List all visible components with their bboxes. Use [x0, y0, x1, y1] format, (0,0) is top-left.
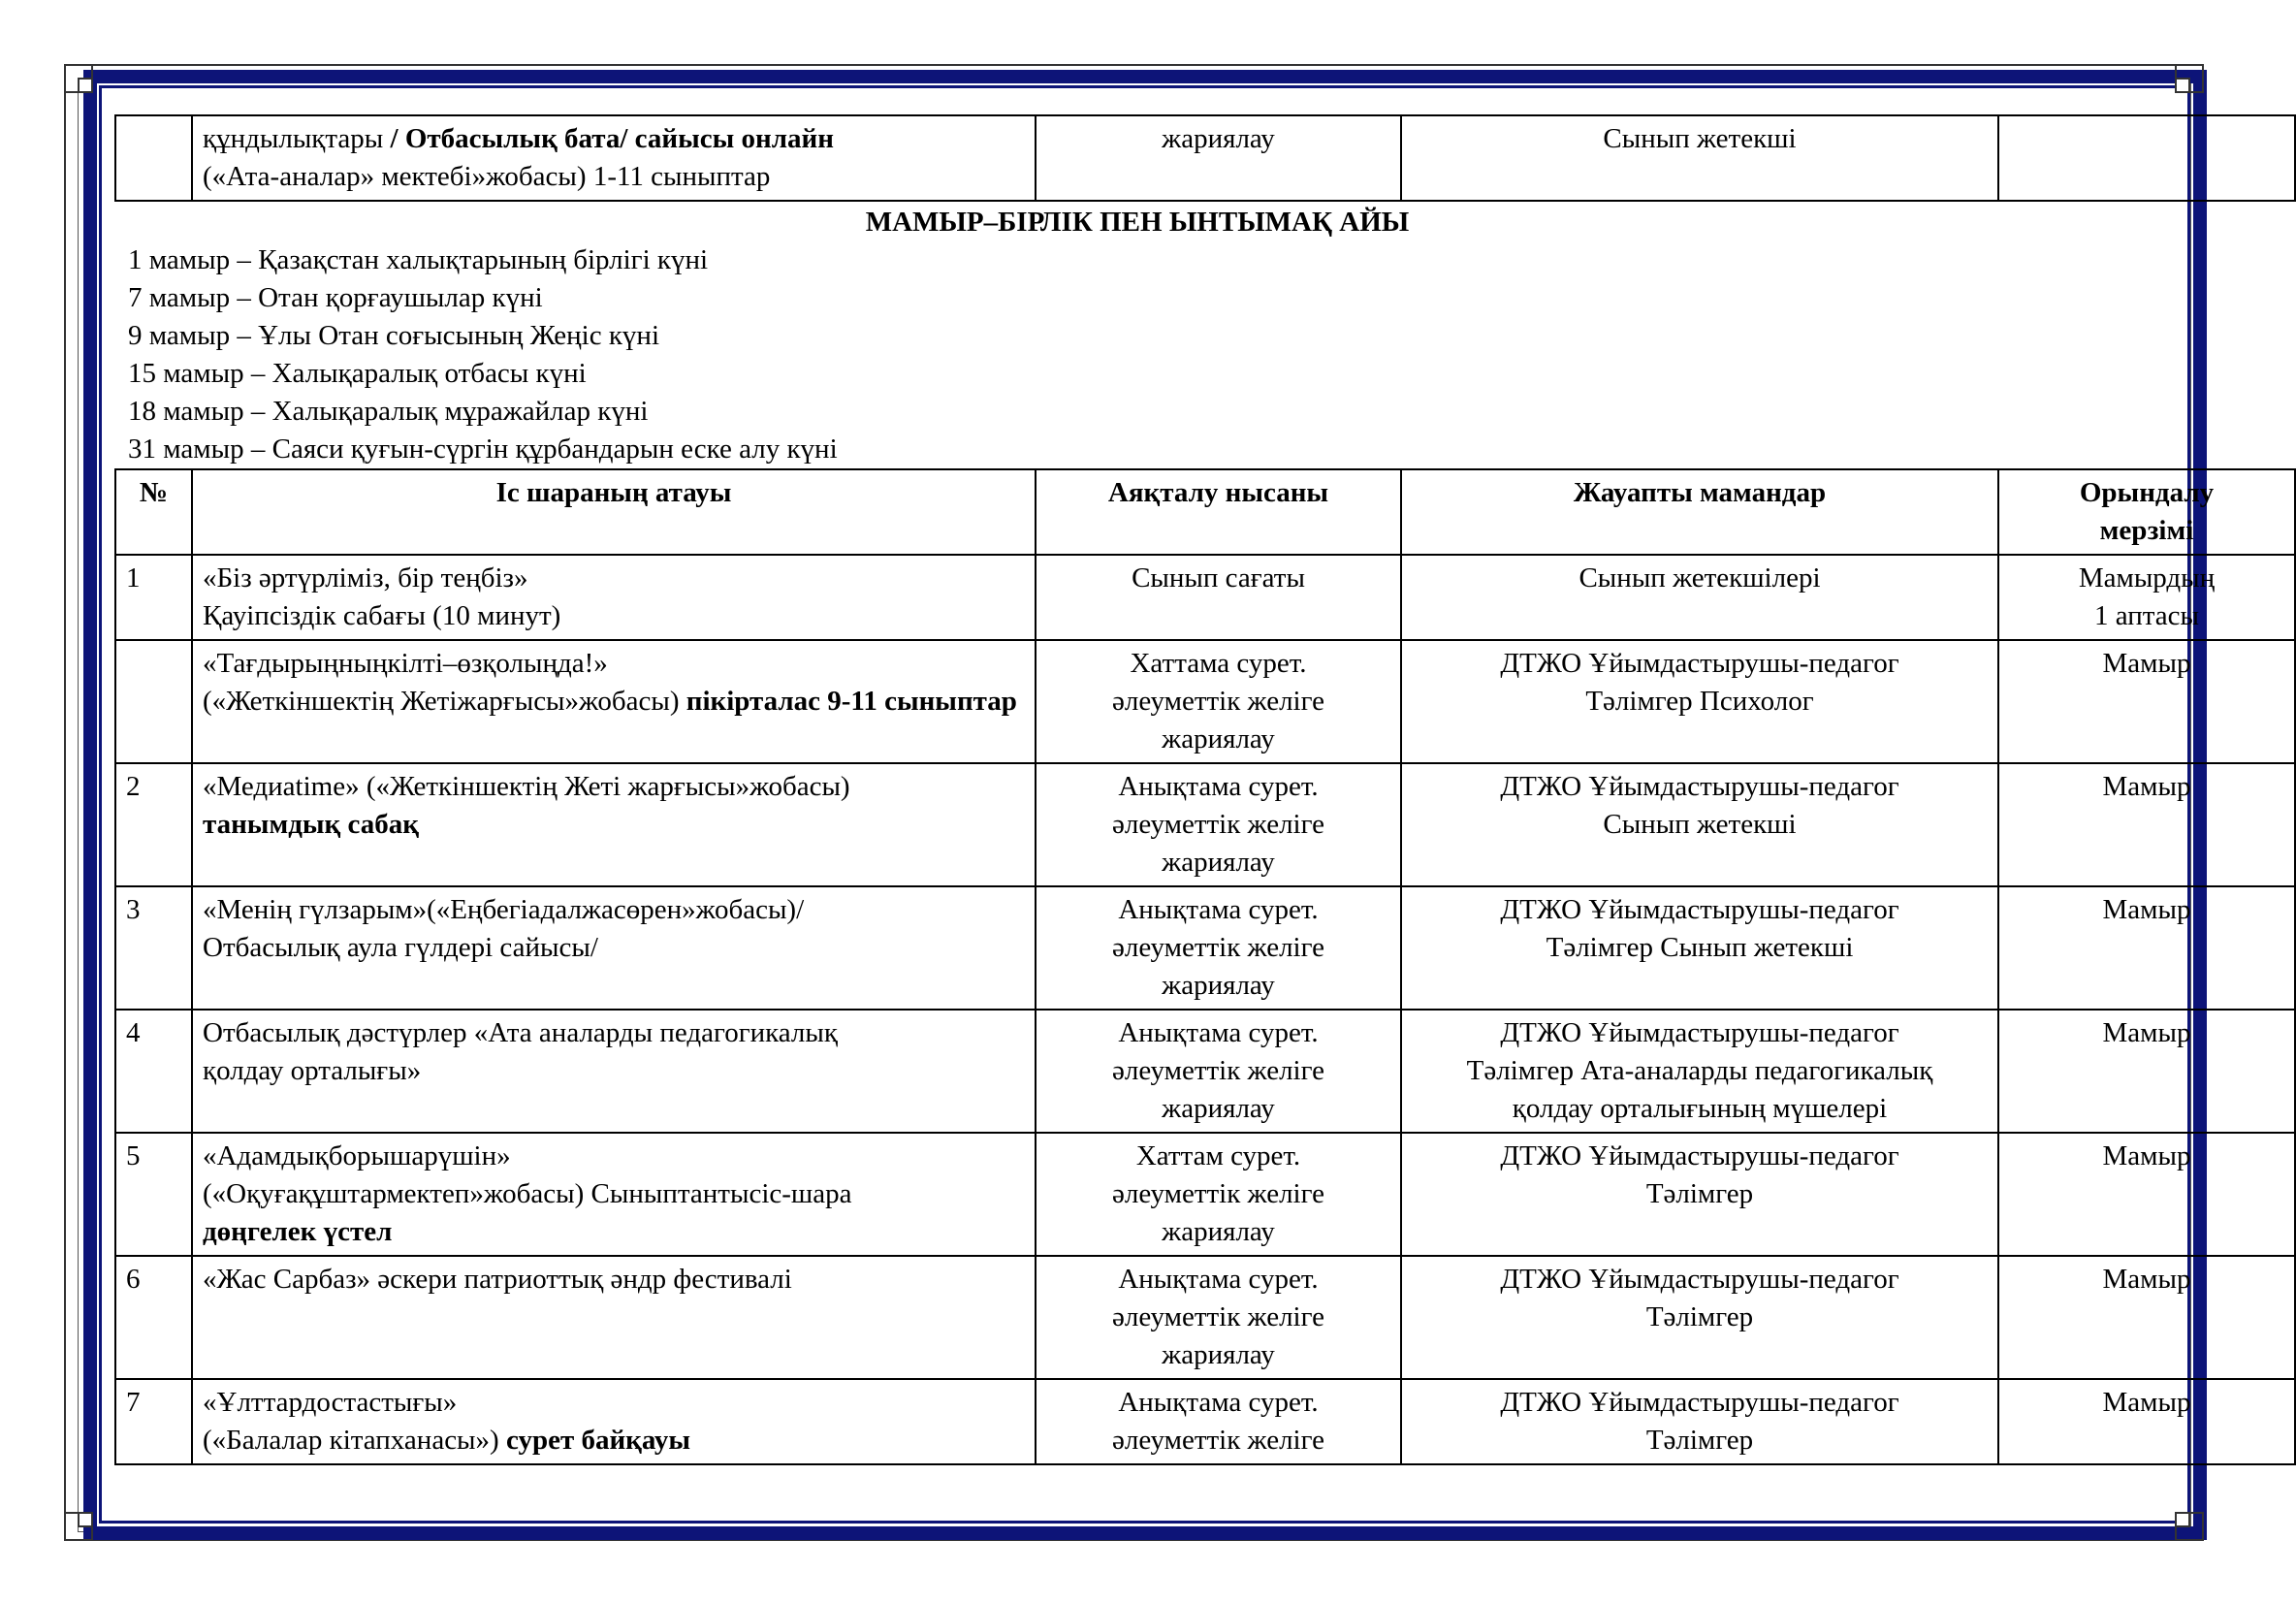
cell-text: «Ұлттардостастығы»: [203, 1387, 458, 1418]
events-table: [114, 468, 2296, 1465]
cell-text: Тәлімгер: [1645, 1425, 1754, 1456]
cell-date: [1998, 763, 2295, 886]
cell-text: ДТЖО Ұйымдастырушы-педагог: [1500, 648, 1899, 679]
holiday-item: 31 мамыр – Саяси қуғын-сүргін құрбандарын еске алу күні: [128, 433, 838, 465]
cell-date: [1998, 1256, 2295, 1379]
cell-text: «Менің гүлзарым»(«Еңбегіадалжасөрен»жобасы)/: [203, 894, 805, 925]
holiday-list: [114, 241, 2160, 468]
cell-date: [1998, 1379, 2295, 1464]
cell-text: жариялау: [1162, 1093, 1275, 1124]
cell-text: Тәлімгер Сынып жетекші: [1546, 932, 1854, 963]
cell-text: Анықтама сурет.: [1118, 1264, 1319, 1295]
cell-name: [192, 886, 1036, 1010]
cell-text: Тәлімгер Психолог: [1585, 686, 1814, 717]
table-row: [115, 555, 2295, 640]
cell-name: [192, 115, 1036, 201]
cell-text: Отбасылық дәстүрлер «Ата аналарды педагогикалық: [203, 1017, 838, 1048]
cell-text: Анықтама сурет.: [1118, 894, 1319, 925]
cell-text: қолдау орталығының мүшелері: [1512, 1093, 1888, 1124]
holiday-item: 1 мамыр – Қазақстан халықтарының бірлігі күні: [128, 244, 709, 275]
cell-text-bold: танымдық сабақ: [203, 809, 419, 840]
cell-num: 7: [115, 1379, 192, 1464]
cell-name: [192, 1379, 1036, 1464]
cell-text: Тәлімгер: [1645, 1178, 1754, 1209]
table-row: [115, 1133, 2295, 1256]
cell-resp: [1401, 763, 1998, 886]
holiday-item: 18 мамыр – Халықаралық мұражайлар күні: [128, 396, 649, 427]
cell-text: ДТЖО Ұйымдастырушы-педагог: [1500, 1017, 1899, 1048]
cell-text: Сынып сағаты: [1132, 562, 1305, 593]
cell-text: Мамыр: [2102, 648, 2191, 679]
cell-text: «Біз әртүрліміз, бір теңбіз»: [203, 562, 528, 593]
cell-resp: [1401, 640, 1998, 763]
cell-num: [115, 640, 192, 763]
cell-form: [1036, 1133, 1401, 1256]
cell-text: Анықтама сурет.: [1118, 771, 1319, 802]
border-corner-square: [78, 1512, 93, 1527]
page-content: [114, 114, 2216, 1511]
cell-text: 1 аптасы: [2093, 600, 2199, 631]
border-corner-square: [2175, 78, 2190, 93]
holiday-item: 7 мамыр – Отан қорғаушылар күні: [128, 282, 543, 313]
cell-text-bold: дөңгелек үстел: [203, 1216, 393, 1247]
cell-text: («Жеткіншектің Жетіжарғысы»жобасы): [203, 686, 686, 717]
cell-text: жариялау: [1162, 970, 1275, 1001]
cell-text: әлеуметтік желіге: [1111, 1055, 1324, 1086]
cell-text: «Медиаtime» («Жеткіншектің Жеті жарғысы»жобасы): [203, 771, 850, 802]
cell-num: 1: [115, 555, 192, 640]
header-date-line: Орындалу: [2079, 477, 2215, 508]
cell-text: («Оқуғақұштармектеп»жобасы) Сыныптантысіс-шара: [203, 1178, 852, 1209]
cell-text: ДТЖО Ұйымдастырушы-педагог: [1500, 894, 1899, 925]
cell-text: Мамыр: [2102, 1264, 2191, 1295]
cell-num: 3: [115, 886, 192, 1010]
header-name: Іс шараның атауы: [192, 469, 1036, 555]
cell-text: жариялау: [1162, 1216, 1275, 1247]
cell-line: [203, 683, 1025, 721]
header-num: №: [115, 469, 192, 555]
cell-num: [115, 115, 192, 201]
table-row: [115, 886, 2295, 1010]
cell-num: 4: [115, 1010, 192, 1133]
cell-text-bold: сурет байқауы: [505, 1425, 691, 1456]
cell-date: [1998, 886, 2295, 1010]
cell-text: Мамыр: [2102, 894, 2191, 925]
cell-text: Қауіпсіздік сабағы (10 минут): [203, 600, 561, 631]
header-date: [1998, 469, 2295, 555]
cell-text: ДТЖО Ұйымдастырушы-педагог: [1500, 1387, 1899, 1418]
cell-num: 2: [115, 763, 192, 886]
table-row: [115, 1256, 2295, 1379]
cell-date: [1998, 555, 2295, 640]
cell-text: әлеуметтік желіге: [1111, 686, 1324, 717]
cell-text: «Адамдықборышарүшін»: [203, 1140, 511, 1171]
cell-text: Мамыр: [2102, 771, 2191, 802]
cell-line: [203, 1422, 1025, 1460]
border-corner-square: [78, 78, 93, 93]
section-title: МАМЫР–БІРЛІК ПЕН ЫНТЫМАҚ АЙЫ: [865, 207, 1410, 238]
cell-text: әлеуметтік желіге: [1111, 1178, 1324, 1209]
cell-text: жариялау: [1162, 723, 1275, 754]
cell-text: Тәлімгер Ата-аналарды педагогикалық: [1466, 1055, 1933, 1086]
cell-text: Сынып жетекші: [1603, 809, 1797, 840]
cell-text: Анықтама сурет.: [1118, 1387, 1319, 1418]
cell-name-bold: / Отбасылық бата/ сайысы онлайн: [390, 123, 834, 154]
cell-form: [1036, 1379, 1401, 1464]
cell-text: Хаттам сурет.: [1135, 1140, 1301, 1171]
cell-text-bold: пікірталас 9-11 сыныптар: [686, 686, 1017, 717]
cell-name-text: құндылықтары: [203, 123, 391, 154]
cell-text: қолдау орталығы»: [203, 1055, 422, 1086]
header-form: Аяқталу нысаны: [1036, 469, 1401, 555]
table-row: [115, 115, 2295, 201]
cell-name: [192, 1010, 1036, 1133]
table-row: [115, 640, 2295, 763]
cell-form: [1036, 640, 1401, 763]
cell-text: жариялау: [1162, 1339, 1275, 1370]
cell-num: 6: [115, 1256, 192, 1379]
cell-date: [1998, 115, 2295, 201]
cell-text: әлеуметтік желіге: [1111, 932, 1324, 963]
cell-resp: [1401, 1010, 1998, 1133]
holiday-item: 9 мамыр – Ұлы Отан соғысының Жеңіс күні: [128, 320, 659, 351]
cell-text: ДТЖО Ұйымдастырушы-педагог: [1500, 1140, 1899, 1171]
cell-name: [192, 1133, 1036, 1256]
cell-form: [1036, 555, 1401, 640]
table-row: [115, 1010, 2295, 1133]
cell-form: [1036, 886, 1401, 1010]
table-row: [115, 1379, 2295, 1464]
header-resp: Жауапты мамандар: [1401, 469, 1998, 555]
cell-text: ДТЖО Ұйымдастырушы-педагог: [1500, 1264, 1899, 1295]
table-row: [115, 763, 2295, 886]
cell-text: Мамыр: [2102, 1140, 2191, 1171]
cell-resp: [1401, 1133, 1998, 1256]
continued-table: [114, 114, 2296, 202]
cell-form: [1036, 763, 1401, 886]
cell-date: [1998, 640, 2295, 763]
cell-name-text: («Ата-аналар» мектебі»жобасы) 1-11 сыныптар: [203, 161, 771, 192]
cell-text: Мамырдың: [2078, 562, 2216, 593]
cell-text: ДТЖО Ұйымдастырушы-педагог: [1500, 771, 1899, 802]
cell-date: [1998, 1133, 2295, 1256]
cell-name: [192, 555, 1036, 640]
cell-text: әлеуметтік желіге: [1111, 1301, 1324, 1332]
table-header-row: [115, 469, 2295, 555]
cell-text: әлеуметтік желіге: [1111, 1425, 1324, 1456]
cell-text: Хаттама сурет.: [1130, 648, 1307, 679]
cell-name: [192, 640, 1036, 763]
cell-text: әлеуметтік желіге: [1111, 809, 1324, 840]
holiday-item: 15 мамыр – Халықаралық отбасы күні: [128, 358, 587, 389]
cell-resp: [1401, 1256, 1998, 1379]
cell-form: жариялау: [1036, 115, 1401, 201]
cell-date: [1998, 1010, 2295, 1133]
cell-text: Мамыр: [2102, 1387, 2191, 1418]
cell-name: [192, 1256, 1036, 1379]
cell-text: («Балалар кітапханасы»): [203, 1425, 506, 1456]
cell-text: «Жас Сарбаз» әскери патриоттық әндр фестивалі: [203, 1264, 792, 1295]
cell-form: [1036, 1256, 1401, 1379]
cell-resp: [1401, 1379, 1998, 1464]
cell-resp: [1401, 886, 1998, 1010]
cell-text: «Тағдырыңныңкілті–өзқолыңда!»: [203, 648, 608, 679]
cell-text: Мамыр: [2102, 1017, 2191, 1048]
cell-resp: Сынып жетекші: [1401, 115, 1998, 201]
border-corner-square: [2175, 1512, 2190, 1527]
cell-text: Отбасылық аула гүлдері сайысы/: [203, 932, 598, 963]
header-date-line: мерзімі: [2099, 515, 2194, 546]
cell-form: [1036, 1010, 1401, 1133]
cell-text: Анықтама сурет.: [1118, 1017, 1319, 1048]
cell-name: [192, 763, 1036, 886]
cell-text: Тәлімгер: [1645, 1301, 1754, 1332]
cell-num: 5: [115, 1133, 192, 1256]
cell-text: Сынып жетекшілері: [1578, 562, 1821, 593]
cell-resp: [1401, 555, 1998, 640]
cell-text: жариялау: [1162, 847, 1275, 878]
